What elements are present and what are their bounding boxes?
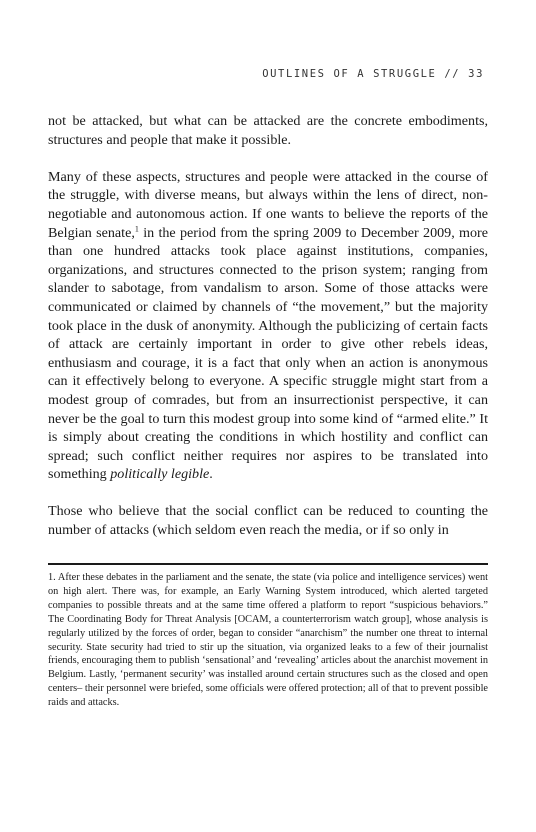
footnote-number: 1. <box>48 572 56 583</box>
footnote-divider <box>48 563 488 565</box>
footnote <box>48 571 488 710</box>
paragraph-social-conflict: Those who believe that the social conflict can be reduced to counting the number of attacks (which seldom even reach the media, or if so only in <box>48 503 488 539</box>
paragraph-attacks-text-start: Many of these aspects, structures and people were attacked in the course of the struggle, with diverse means, but always within the lens of direct, non-negotiable and autonomous action. If one wants to believe the reports of the Belgian senate, <box>48 168 488 241</box>
footnote-text: After these debates in the parliament and the senate, the state (via police and intelligence services) went on high alert. There was, for example, an Early Warning System introduced, which alerted targeted companies to possible threats and at the same time offered a platform to report “suspicious behaviors.” The Coordinating Body for Threat Analysis [OCAM, a counterterrorism watch group], whose analysis is regularly utilized by the forces of order, began to consider “anarchism” the number one threat to internal security. State security had tried to stir up the situation, via organized leaks to a few of their journalist friends, encouraging them to publish ‘sensational’ and ‘revealing’ articles about the anarchist movement in Belgium. Lastly, ‘permanent security’ was installed around certain structures such as the closed and open centers– their personnel were briefed, some officials were offered protection; all of that to prevent possible raids and attacks. <box>48 572 488 709</box>
footnote-reference: 1 <box>134 223 139 233</box>
paragraph-continuation: not be attacked, but what can be attacked are the concrete embodiments, structures and people that make it possible. <box>48 113 488 148</box>
running-head: OUTLINES OF A STRUGGLE // 33 <box>262 68 484 80</box>
paragraph-attacks-text-main: in the period from the spring 2009 to December 2009, more than one hundred attacks took place against institutions, companies, organizations, and structures connected to the prison system; ranging from slander to sabotage, from vandalism to arson. Some of those attacks were communicated or claimed by channels of “the movement,” but the majority took place in the dusk of anonymity. Although the publicizing of certain facts of attack are certainly important in order to give other rebels ideas, enthusiasm and courage, it is a fact that only when an action is anonymous can it effectively belong to everyone. A specific struggle might start from a modest group of comrades, but from an insurrectionist perspective, it can never be the goal to turn this modest group into some kind of “armed elite.” It is simply about creating the conditions in which hostility and conflict can spread; such conflict neither requires nor aspires to be translated into something <box>48 224 488 483</box>
emphasis-politically-legible: politically legible <box>110 466 210 483</box>
body-text <box>48 112 488 540</box>
paragraph-attacks <box>48 168 488 484</box>
paragraph-attacks-period: . <box>209 466 213 483</box>
